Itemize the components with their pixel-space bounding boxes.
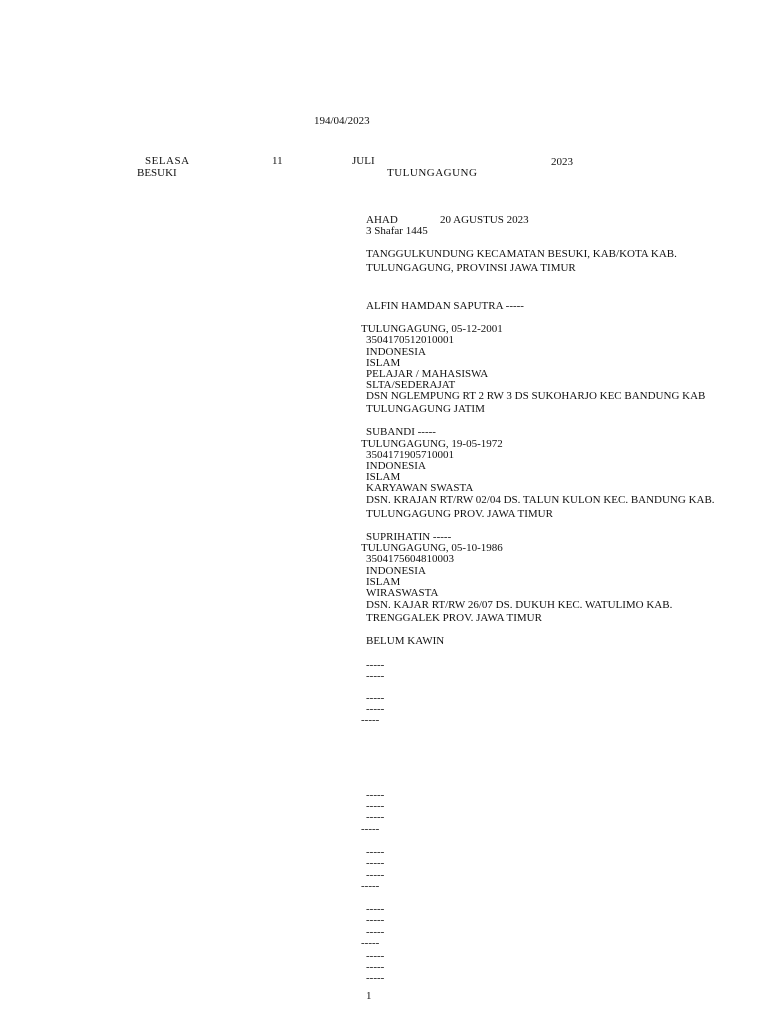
groom-nationality: INDONESIA	[366, 346, 426, 358]
groom-occupation: PELAJAR / MAHASISWA	[366, 368, 489, 380]
blank-mark: -----	[366, 972, 385, 984]
registration-regency: TULUNGAGUNG	[387, 167, 478, 179]
blank-mark: -----	[366, 811, 385, 823]
father-religion: ISLAM	[366, 471, 401, 483]
blank-mark: -----	[361, 714, 380, 726]
blank-mark: -----	[366, 789, 385, 801]
groom-religion: ISLAM	[366, 357, 401, 369]
blank-mark: -----	[366, 914, 385, 926]
blank-mark: -----	[361, 823, 380, 835]
wedding-date: 20 AGUSTUS 2023	[440, 214, 529, 226]
mother-address-line1: DSN. KAJAR RT/RW 26/07 DS. DUKUH KEC. WATULIMO KAB.	[366, 599, 673, 611]
mother-occupation: WIRASWASTA	[366, 587, 439, 599]
wedding-day: AHAD	[366, 214, 398, 226]
blank-mark: -----	[366, 961, 385, 973]
groom-education: SLTA/SEDERAJAT	[366, 379, 456, 391]
father-occupation: KARYAWAN SWASTA	[366, 482, 474, 494]
wedding-location-line2: TULUNGAGUNG, PROVINSI JAWA TIMUR	[366, 262, 576, 274]
mother-name: SUPRIHATIN -----	[366, 531, 452, 543]
document-number: 194/04/2023	[314, 115, 370, 127]
groom-name: ALFIN HAMDAN SAPUTRA -----	[366, 300, 524, 312]
blank-mark: -----	[366, 857, 385, 869]
father-nik: 3504171905710001	[366, 449, 454, 461]
father-birth: TULUNGAGUNG, 19-05-1972	[361, 438, 503, 450]
father-address-line1: DSN. KRAJAN RT/RW 02/04 DS. TALUN KULON KEC. BANDUNG KAB.	[366, 494, 715, 506]
registration-day: SELASA	[145, 155, 190, 167]
father-nationality: INDONESIA	[366, 460, 426, 472]
blank-mark: -----	[361, 880, 380, 892]
wedding-location-line1: TANGGULKUNDUNG KECAMATAN BESUKI, KAB/KOTA KAB.	[366, 248, 677, 260]
registration-date: 11	[272, 155, 283, 167]
groom-address-line1: DSN NGLEMPUNG RT 2 RW 3 DS SUKOHARJO KEC BANDUNG KAB	[366, 390, 706, 402]
blank-mark: -----	[366, 950, 385, 962]
registration-district: BESUKI	[137, 167, 177, 179]
blank-mark: -----	[366, 703, 385, 715]
blank-mark: -----	[366, 659, 385, 671]
mother-address-line2: TRENGGALEK PROV. JAWA TIMUR	[366, 612, 542, 624]
mother-nik: 3504175604810003	[366, 553, 454, 565]
blank-mark: -----	[366, 670, 385, 682]
blank-mark: -----	[366, 692, 385, 704]
marital-status: BELUM KAWIN	[366, 635, 445, 647]
blank-mark: -----	[366, 903, 385, 915]
mother-religion: ISLAM	[366, 576, 401, 588]
registration-month: JULI	[352, 155, 375, 167]
page-number: 1	[366, 990, 372, 1002]
father-name: SUBANDI -----	[366, 426, 436, 438]
registration-year: 2023	[551, 156, 573, 168]
blank-mark: -----	[366, 869, 385, 881]
blank-mark: -----	[366, 846, 385, 858]
blank-mark: -----	[366, 800, 385, 812]
blank-mark: -----	[366, 926, 385, 938]
mother-nationality: INDONESIA	[366, 565, 426, 577]
wedding-hijri-date: 3 Shafar 1445	[366, 225, 428, 237]
blank-mark: -----	[361, 937, 380, 949]
groom-address-line2: TULUNGAGUNG JATIM	[366, 403, 485, 415]
groom-nik: 3504170512010001	[366, 334, 454, 346]
mother-birth: TULUNGAGUNG, 05-10-1986	[361, 542, 503, 554]
father-address-line2: TULUNGAGUNG PROV. JAWA TIMUR	[366, 508, 553, 520]
groom-birth: TULUNGAGUNG, 05-12-2001	[361, 323, 503, 335]
